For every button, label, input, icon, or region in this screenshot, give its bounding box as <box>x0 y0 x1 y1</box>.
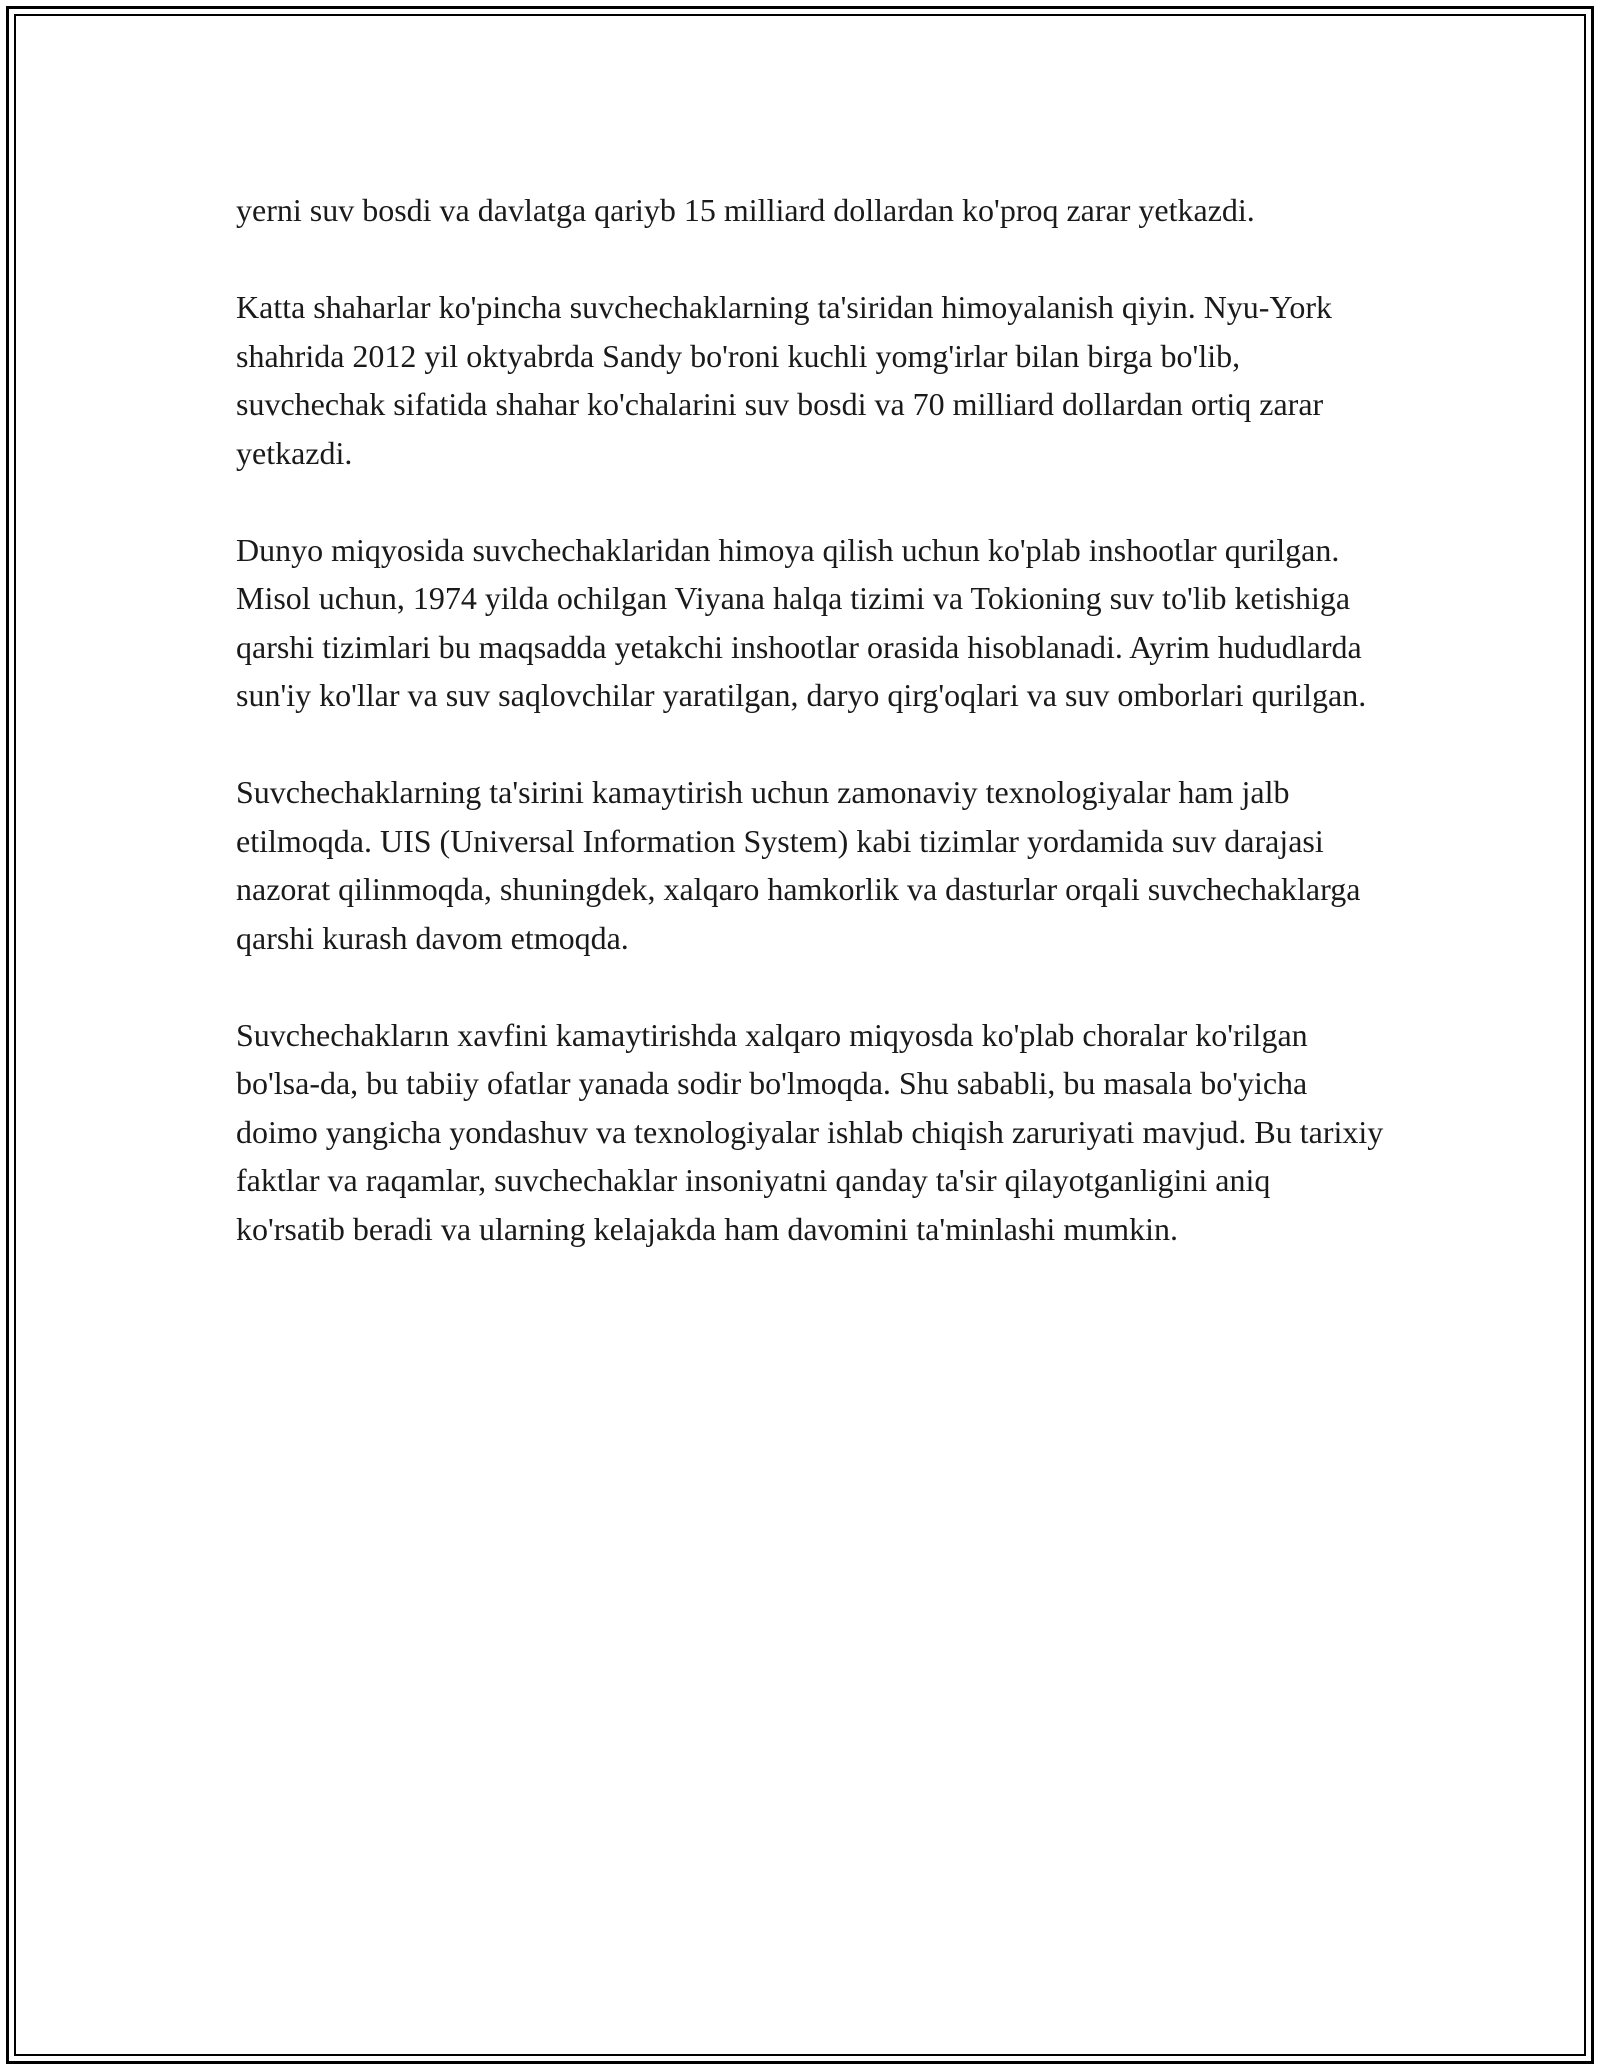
paragraph-1: yerni suv bosdi va davlatga qariyb 15 milliard dollardan ko'proq zarar yetkazdi. <box>236 192 1255 228</box>
paragraph-5: Suvchechakların xavfini kamaytirishda xalqaro miqyosda ko'plab choralar ko'rilgan bo'lsa-da, bu tabiiy ofatlar yanada sodir bo'lmoqda. Shu sababli, bu masala bo'yicha doimo yangicha yondashuv va texnologiyalar ishlab chiqish zaruriyati mavjud. Bu tarixiy faktlar va raqamlar, suvchechaklar insoniyatni qanday ta'sir qilayotganligini aniq ko'rsatib beradi va ularning kelajakda ham davomini ta'minlashi mumkin. <box>236 1016 1384 1247</box>
document-body <box>236 186 1386 1302</box>
paragraph-3: Dunyo miqyosida suvchechaklaridan himoya qilish uchun ko'plab inshootlar qurilgan. Misol uchun, 1974 yilda ochilgan Viyana halqa tizimi va Tokioning suv to'lib ketishiga qarshi tizimlari bu maqsadda yetakchi inshootlar orasida hisoblanadi. Ayrim hududlarda sun'iy ko'llar va suv saqlovchilar yaratilgan, daryo qirg'oqlari va suv omborlari qurilgan. <box>236 531 1367 713</box>
paragraph-2: Katta shaharlar ko'pincha suvchechaklarning ta'siridan himoyalanish qiyin. Nyu-York shahrida 2012 yil oktyabrda Sandy bo'roni kuchli yomg'irlar bilan birga bo'lib, suvchechak sifatida shahar ko'chalarini suv bosdi va 70 milliard dollardan ortiq zarar yetkazdi. <box>236 289 1333 471</box>
paragraph-4: Suvchechaklarning ta'sirini kamaytirish uchun zamonaviy texnologiyalar ham jalb etilmoqda. UIS (Universal Information System) kabi tizimlar yordamida suv darajasi nazorat qilinmoqda, shuningdek, xalqaro hamkorlik va dasturlar orqali suvchechaklarga qarshi kurash davom etmoqda. <box>236 774 1361 956</box>
